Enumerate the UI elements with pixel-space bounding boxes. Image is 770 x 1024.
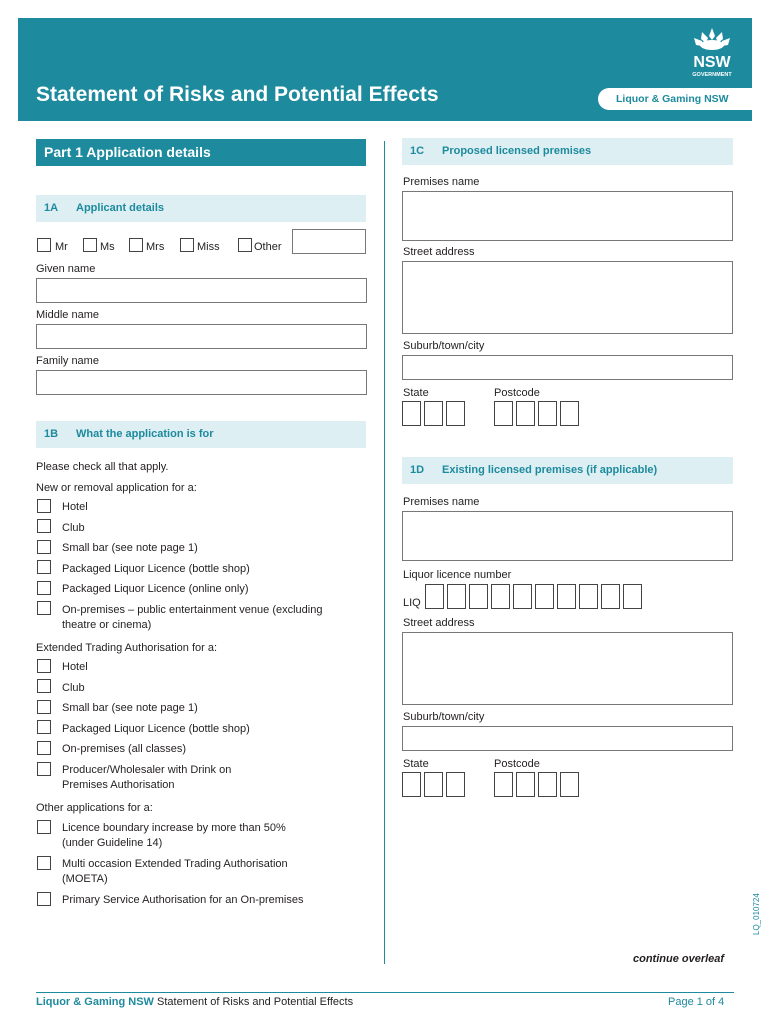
continue-overleaf: continue overleaf	[633, 953, 725, 965]
licence-number-box[interactable]	[579, 584, 598, 609]
title-other-label: Other	[254, 241, 282, 253]
eta-heading: Extended Trading Authorisation for a:	[36, 642, 218, 654]
existing-state-box[interactable]	[402, 772, 421, 797]
licence-number-box[interactable]	[535, 584, 554, 609]
eta-bottle-shop-checkbox[interactable]	[37, 720, 51, 734]
proposed-suburb-field[interactable]	[402, 355, 733, 380]
proposed-postcode-label: Postcode	[494, 387, 540, 399]
footer-title: Statement of Risks and Potential Effects	[157, 996, 354, 1008]
new-bottle-shop-label: Packaged Liquor Licence (bottle shop)	[62, 563, 250, 575]
eta-hotel-label: Hotel	[62, 661, 88, 673]
liq-prefix: LIQ	[403, 597, 421, 609]
family-name-label: Family name	[36, 355, 99, 367]
proposed-premises-name-label: Premises name	[403, 176, 480, 188]
eta-club-checkbox[interactable]	[37, 679, 51, 693]
proposed-state-label: State	[403, 387, 429, 399]
footer-doc-title	[36, 996, 353, 1008]
proposed-postcode-box[interactable]	[494, 401, 513, 426]
title-mr-label: Mr	[55, 241, 68, 253]
logo-text: NSW	[693, 54, 731, 71]
proposed-premises-name-field[interactable]	[402, 191, 733, 241]
eta-small-bar-label: Small bar (see note page 1)	[62, 702, 198, 714]
new-on-premises-label-line2: theatre or cinema)	[62, 619, 152, 631]
moeta-label-line2: (MOETA)	[62, 873, 108, 885]
eta-club-label: Club	[62, 682, 85, 694]
page-title: Statement of Risks and Potential Effects	[36, 83, 439, 106]
existing-postcode-box[interactable]	[494, 772, 513, 797]
proposed-state-box[interactable]	[402, 401, 421, 426]
middle-name-field[interactable]	[36, 324, 367, 349]
title-mr-checkbox[interactable]	[37, 238, 51, 252]
title-ms-label: Ms	[100, 241, 115, 253]
boundary-increase-checkbox[interactable]	[37, 820, 51, 834]
section-1c-number: 1C	[410, 145, 425, 157]
eta-on-premises-checkbox[interactable]	[37, 741, 51, 755]
proposed-street-address-label: Street address	[403, 246, 475, 258]
licence-number-box[interactable]	[425, 584, 444, 609]
other-applications-heading: Other applications for a:	[36, 802, 153, 814]
new-bottle-shop-checkbox[interactable]	[37, 560, 51, 574]
eta-hotel-checkbox[interactable]	[37, 659, 51, 673]
section-1c-title: Proposed licensed premises	[442, 145, 592, 157]
section-1a-number: 1A	[44, 202, 59, 214]
eta-producer-label-line1: Producer/Wholesaler with Drink on	[62, 764, 232, 776]
section-1d-number: 1D	[410, 464, 425, 476]
primary-service-label: Primary Service Authorisation for an On-premises	[62, 894, 304, 906]
new-online-label: Packaged Liquor Licence (online only)	[62, 583, 249, 595]
licence-number-label: Liquor licence number	[403, 569, 512, 581]
title-mrs-label: Mrs	[146, 241, 165, 253]
licence-number-box[interactable]	[469, 584, 488, 609]
eta-on-premises-label: On-premises (all classes)	[62, 743, 187, 755]
section-1b-heading	[36, 421, 366, 448]
existing-street-address-label: Street address	[403, 617, 475, 629]
column-divider	[384, 141, 385, 964]
section-1b-title: What the application is for	[76, 428, 214, 440]
section-1a-title: Applicant details	[76, 202, 165, 214]
licence-number-box[interactable]	[513, 584, 532, 609]
title-miss-label: Miss	[197, 241, 220, 253]
title-miss-checkbox[interactable]	[180, 238, 194, 252]
new-small-bar-label: Small bar (see note page 1)	[62, 542, 198, 554]
section-1a-heading	[36, 195, 366, 222]
page-number: Page 1 of 4	[668, 996, 725, 1008]
proposed-suburb-label: Suburb/town/city	[403, 340, 485, 352]
moeta-checkbox[interactable]	[37, 856, 51, 870]
proposed-state-box[interactable]	[424, 401, 443, 426]
given-name-field[interactable]	[36, 278, 367, 303]
section-1b-number: 1B	[44, 428, 59, 440]
title-ms-checkbox[interactable]	[83, 238, 97, 252]
new-club-label: Club	[62, 522, 85, 534]
new-on-premises-checkbox[interactable]	[37, 601, 51, 615]
eta-producer-checkbox[interactable]	[37, 762, 51, 776]
title-other-checkbox[interactable]	[238, 238, 252, 252]
section-1c-heading	[402, 138, 733, 165]
existing-postcode-box[interactable]	[560, 772, 579, 797]
section-1d-title: Existing licensed premises (if applicable)	[442, 464, 658, 476]
part-1-heading: Part 1 Application details	[36, 139, 366, 166]
footer-divider	[36, 992, 734, 993]
form-code: LQ_010724	[752, 893, 761, 935]
title-mrs-checkbox[interactable]	[129, 238, 143, 252]
existing-state-box[interactable]	[446, 772, 465, 797]
existing-postcode-box[interactable]	[516, 772, 535, 797]
boundary-increase-label-line2: (under Guideline 14)	[62, 837, 163, 849]
existing-suburb-label: Suburb/town/city	[403, 711, 485, 723]
new-club-checkbox[interactable]	[37, 519, 51, 533]
middle-name-label: Middle name	[36, 309, 99, 321]
new-small-bar-checkbox[interactable]	[37, 540, 51, 554]
existing-state-box[interactable]	[424, 772, 443, 797]
logo-subtext: GOVERNMENT	[692, 72, 732, 78]
licence-number-box[interactable]	[491, 584, 510, 609]
eta-producer-label-line2: Premises Authorisation	[62, 779, 175, 791]
existing-postcode-box[interactable]	[538, 772, 557, 797]
existing-postcode-label: Postcode	[494, 758, 540, 770]
eta-small-bar-checkbox[interactable]	[37, 700, 51, 714]
proposed-postcode-box[interactable]	[538, 401, 557, 426]
existing-premises-name-label: Premises name	[403, 496, 480, 508]
title-other-field[interactable]	[292, 229, 366, 254]
proposed-state-box[interactable]	[446, 401, 465, 426]
new-on-premises-label-line1: On-premises – public entertainment venue (excluding	[62, 604, 323, 616]
licence-number-box[interactable]	[447, 584, 466, 609]
boundary-increase-label-line1: Licence boundary increase by more than 50%	[62, 822, 286, 834]
new-online-checkbox[interactable]	[37, 581, 51, 595]
primary-service-checkbox[interactable]	[37, 892, 51, 906]
eta-bottle-shop-label: Packaged Liquor Licence (bottle shop)	[62, 723, 250, 735]
licence-number-box[interactable]	[623, 584, 642, 609]
proposed-postcode-box[interactable]	[516, 401, 535, 426]
existing-street-address-field[interactable]	[402, 632, 733, 705]
licence-number-box[interactable]	[557, 584, 576, 609]
check-instruction: Please check all that apply.	[36, 461, 169, 473]
proposed-street-address-field[interactable]	[402, 261, 733, 334]
licence-number-box[interactable]	[601, 584, 620, 609]
moeta-label-line1: Multi occasion Extended Trading Authorisation	[62, 858, 288, 870]
family-name-field[interactable]	[36, 370, 367, 395]
existing-suburb-field[interactable]	[402, 726, 733, 751]
nsw-waratah-logo-icon	[684, 26, 740, 78]
proposed-postcode-box[interactable]	[560, 401, 579, 426]
existing-state-label: State	[403, 758, 429, 770]
new-hotel-label: Hotel	[62, 501, 88, 513]
section-1d-heading	[402, 457, 733, 484]
new-hotel-checkbox[interactable]	[37, 499, 51, 513]
org-badge: Liquor & Gaming NSW	[598, 88, 752, 110]
footer-org: Liquor & Gaming NSW	[36, 996, 154, 1008]
new-application-heading: New or removal application for a:	[36, 482, 197, 494]
existing-premises-name-field[interactable]	[402, 511, 733, 561]
given-name-label: Given name	[36, 263, 96, 275]
